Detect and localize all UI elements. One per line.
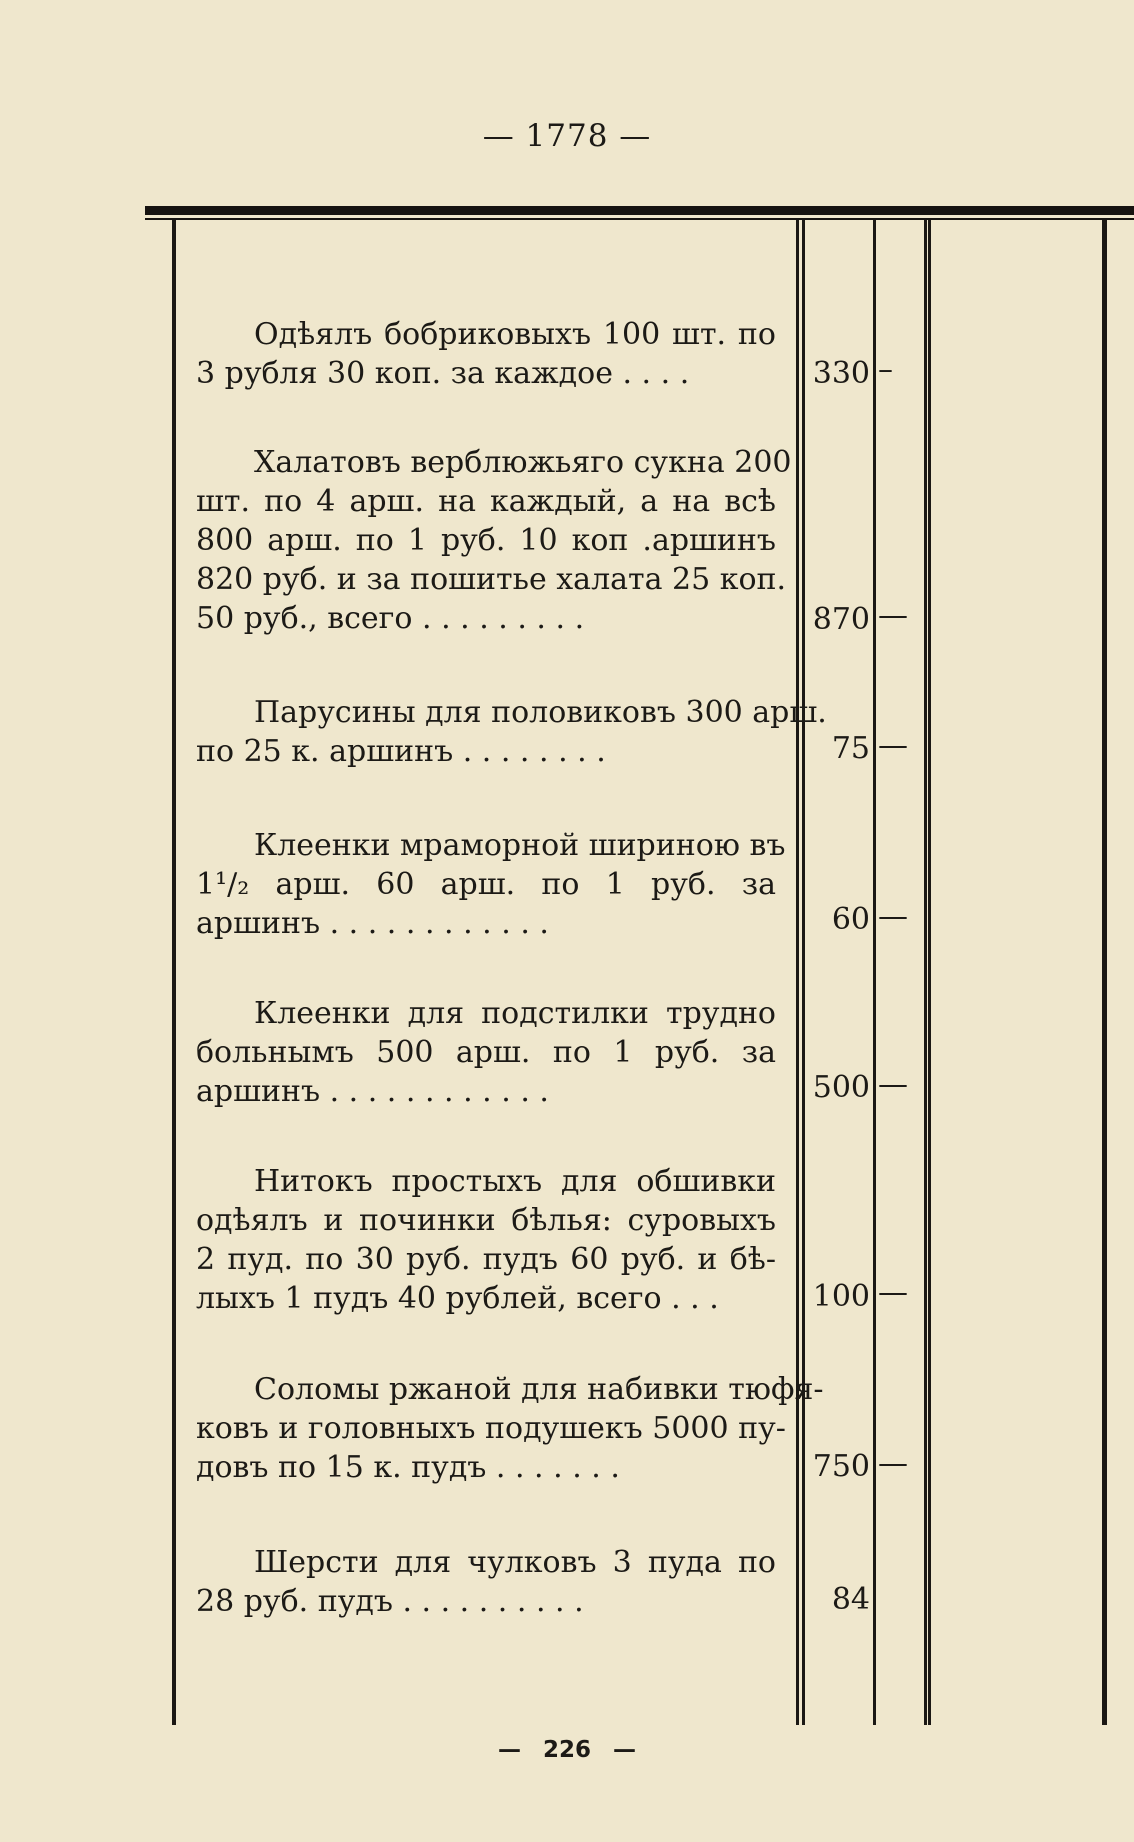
column-rule-kop-right — [924, 220, 927, 1725]
amount-rubles: 60 — [831, 902, 870, 937]
amount-kopecks: — — [878, 1275, 908, 1310]
entry-line: ковъ и головныхъ подушекъ 5000 пу- — [196, 1411, 786, 1446]
entry-line: аршинъ . . . . . . . . . . . . — [196, 906, 549, 941]
entry-line: шт. по 4 арш. на каждый, а на всѣ — [196, 484, 776, 519]
amount-rubles: 500 — [812, 1070, 870, 1105]
ledger-entry — [196, 315, 776, 393]
entry-line: 28 руб. пудъ . . . . . . . . . . — [196, 1584, 584, 1619]
entry-line: 3 рубля 30 коп. за каждое . . . . — [196, 356, 690, 391]
page-footer: — 226 — — [497, 1737, 637, 1763]
entry-line: Шерсти для чулковъ 3 пуда по — [254, 1545, 776, 1580]
entry-line: Парусины для половиковъ 300 арш. — [254, 695, 827, 730]
column-rule-right — [1102, 220, 1107, 1725]
ledger-entry — [196, 994, 776, 1111]
entry-line: аршинъ . . . . . . . . . . . . — [196, 1074, 549, 1109]
entry-line: Нитокъ простыхъ для обшивки — [254, 1164, 776, 1199]
header-rule-thin — [145, 218, 1134, 220]
amount-kopecks: — — [878, 899, 908, 934]
amount-kopecks: — — [878, 728, 908, 763]
ledger-entry — [196, 1370, 824, 1487]
entry-line: 2 пуд. по 30 руб. пудъ 60 руб. и бѣ- — [196, 1242, 776, 1277]
entry-line: Клеенки мраморной шириною въ — [254, 828, 786, 863]
entry-line: одѣялъ и починки бѣлья: суровыхъ — [196, 1203, 776, 1238]
column-rule-kop-right-inner — [928, 220, 931, 1725]
ledger-entry — [196, 1162, 776, 1318]
entry-line: Клеенки для подстилки трудно — [254, 996, 776, 1031]
entry-line: лыхъ 1 пудъ 40 рублей, всего . . . — [196, 1281, 719, 1316]
amount-rubles: 75 — [831, 731, 870, 766]
amount-rubles: 84 — [831, 1582, 870, 1617]
column-rule-left — [172, 220, 176, 1725]
column-rule-rub-left — [796, 220, 799, 1725]
column-rule-rub-left-inner — [802, 220, 805, 1725]
amount-rubles: 870 — [812, 602, 870, 637]
ledger-entry — [196, 443, 792, 638]
ledger-entry — [196, 693, 827, 771]
entry-line: 800 арш. по 1 руб. 10 коп .аршинъ — [196, 523, 776, 558]
ledger-entry — [196, 1543, 776, 1621]
amount-rubles: 100 — [812, 1279, 870, 1314]
amount-kopecks: – — [878, 352, 893, 387]
entry-line: больнымъ 500 арш. по 1 руб. за — [196, 1035, 776, 1070]
column-rule-kop-left — [873, 220, 876, 1725]
amount-kopecks: — — [878, 1446, 908, 1481]
entry-line: Соломы ржаной для набивки тюфя- — [254, 1372, 824, 1407]
entry-line: 820 руб. и за пошитье халата 25 коп. — [196, 562, 787, 597]
header-rule-thick — [145, 206, 1134, 215]
amount-rubles: 750 — [812, 1449, 870, 1484]
amount-rubles: 330 — [812, 356, 870, 391]
entry-line: довъ по 15 к. пудъ . . . . . . . — [196, 1450, 620, 1485]
amount-kopecks: — — [878, 1067, 908, 1102]
entry-line: Халатовъ верблюжьяго сукна 200 — [254, 445, 792, 480]
page-header: — 1778 — — [482, 118, 652, 154]
ledger-entry — [196, 826, 786, 943]
entry-line: 50 руб., всего . . . . . . . . . — [196, 601, 585, 636]
amount-kopecks: — — [878, 598, 908, 633]
entry-line: Одѣялъ бобриковыхъ 100 шт. по — [254, 317, 776, 352]
entry-line: 1¹/₂ арш. 60 арш. по 1 руб. за — [196, 867, 776, 902]
entry-line: по 25 к. аршинъ . . . . . . . . — [196, 734, 606, 769]
